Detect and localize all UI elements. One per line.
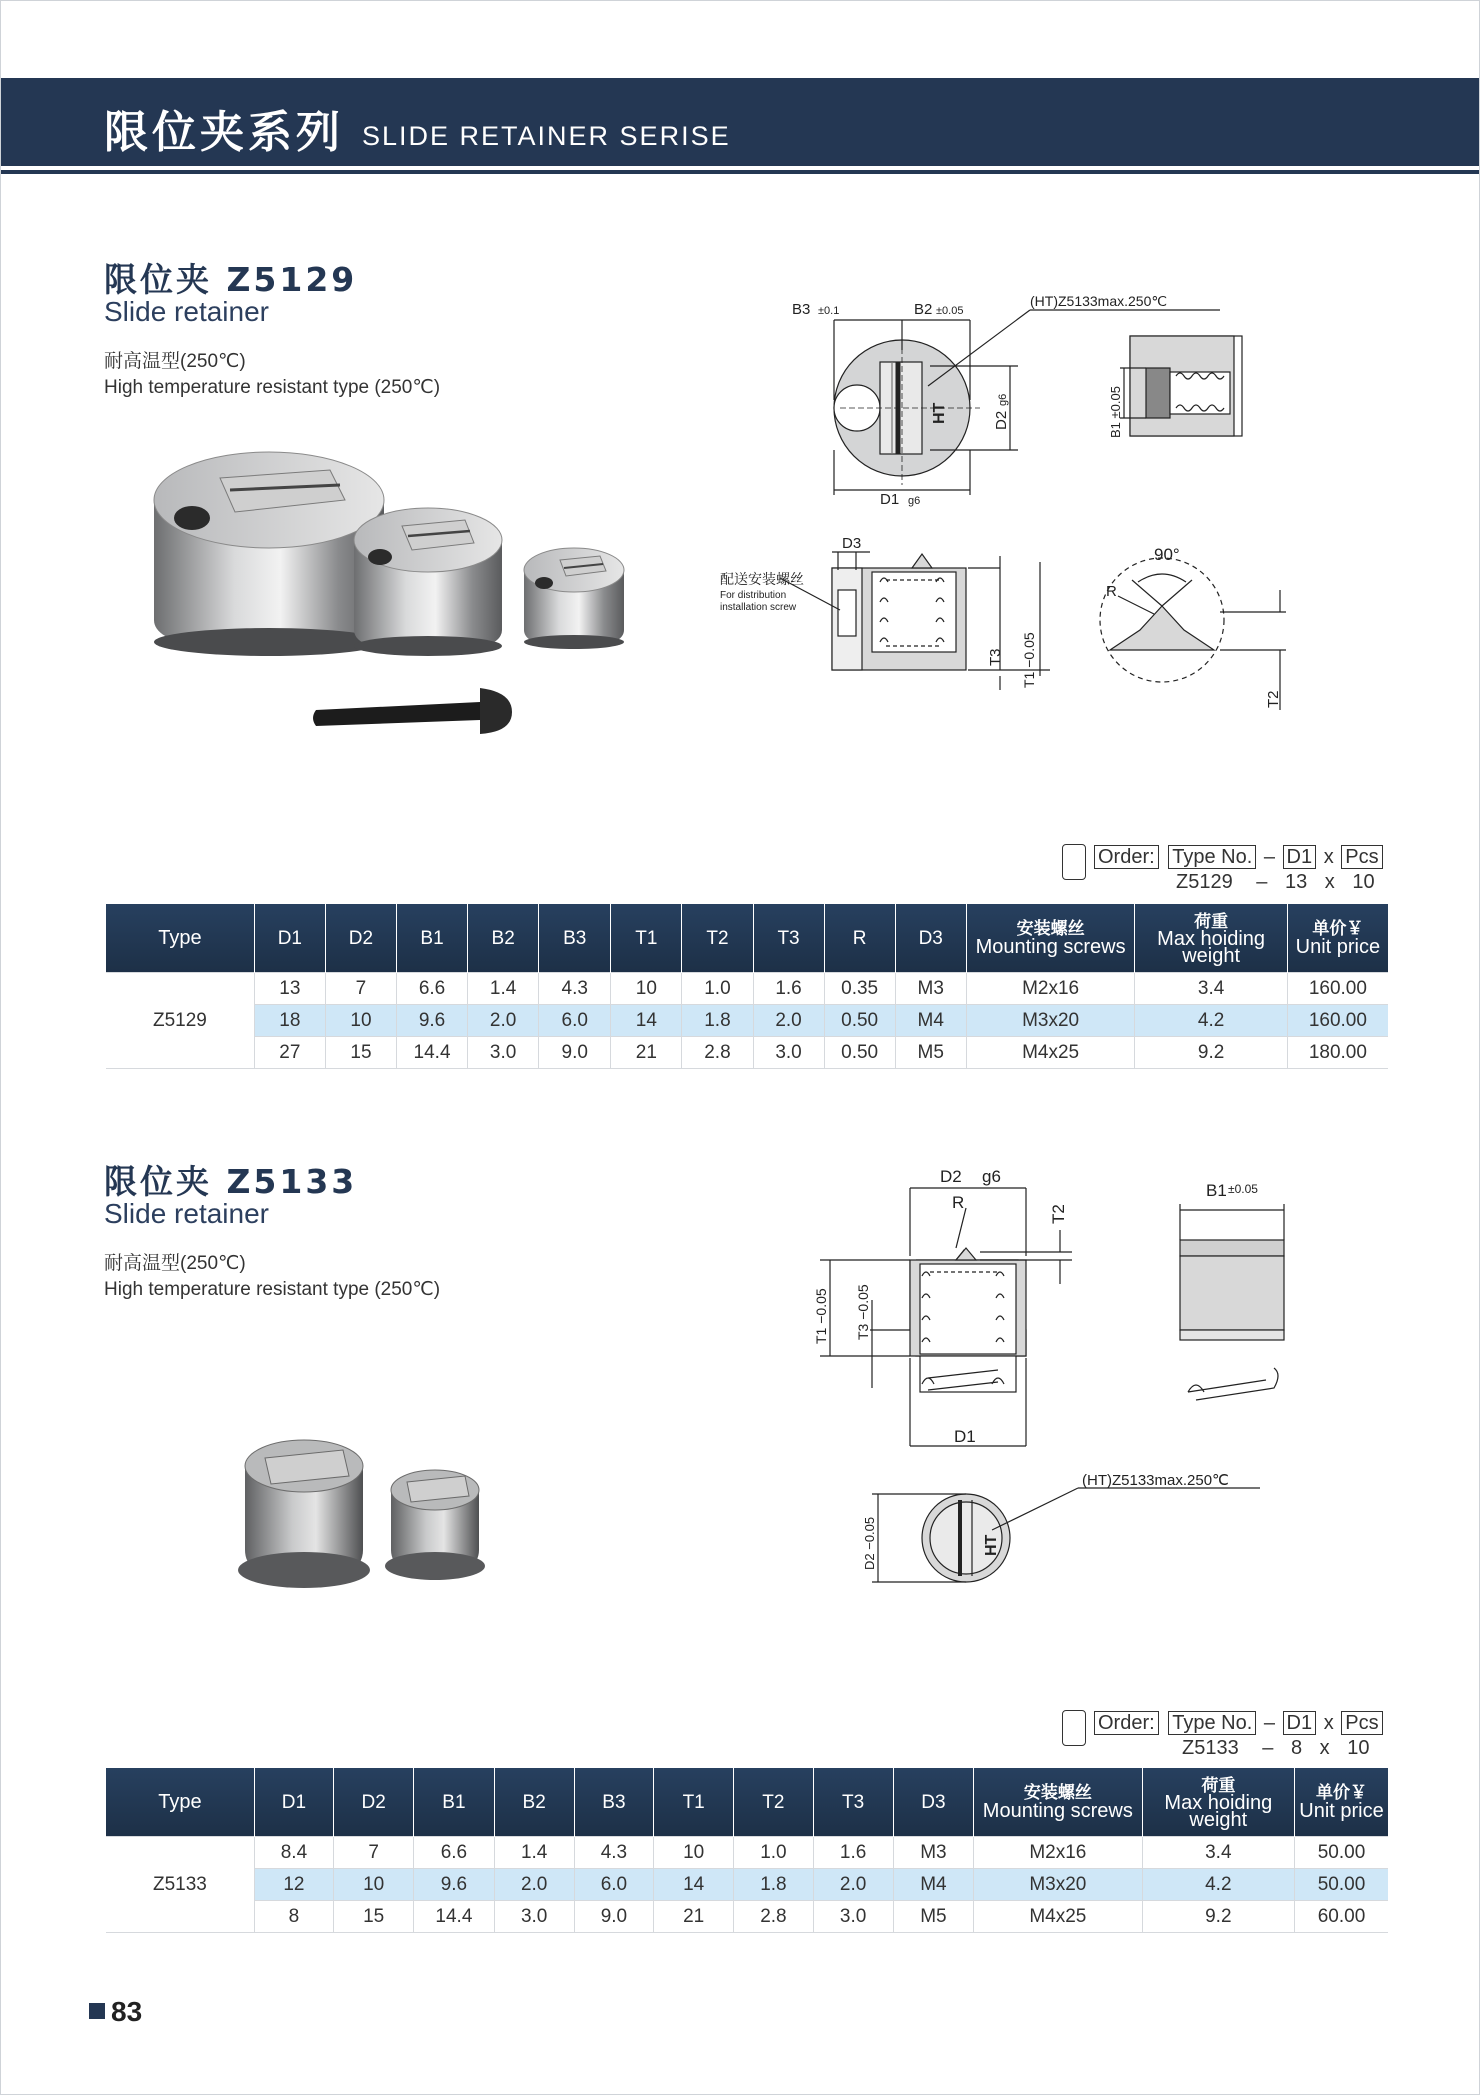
- table-cell: M4x25: [966, 1037, 1135, 1069]
- section-title-cn: 限位夹 Z5129: [104, 260, 358, 299]
- order-x: x: [1323, 846, 1334, 868]
- order-example-pcs: 10: [1347, 1737, 1370, 1759]
- ht-mark: HT: [931, 402, 948, 424]
- th-type: Type: [106, 1768, 254, 1837]
- product-photo-z5129: [140, 430, 660, 750]
- spec-table-z5133: [106, 1768, 1388, 1933]
- th-weight-en: Max hoiding weight: [1157, 927, 1266, 967]
- table-cell: 7: [325, 973, 396, 1005]
- order-type-no: Type No.: [1168, 845, 1256, 869]
- dim-t3: T3: [987, 648, 1004, 666]
- table-cell: 6.6: [397, 973, 468, 1005]
- table-cell: 10: [654, 1837, 734, 1869]
- table-cell: M2x16: [966, 973, 1135, 1005]
- th-price: [1295, 1768, 1388, 1837]
- type-label-en: High temperature resistant type (250℃): [104, 377, 441, 398]
- table-cell: 160.00: [1287, 973, 1388, 1005]
- page-number: [89, 1996, 142, 2028]
- th-screws-cn: 安装螺丝: [1023, 1783, 1092, 1802]
- table-cell: 160.00: [1287, 1005, 1388, 1037]
- spec-table-z5129: [106, 904, 1388, 1069]
- ht-mark: HT: [983, 1534, 1000, 1556]
- table-row: [106, 1837, 1388, 1869]
- table-cell: 6.6: [414, 1837, 494, 1869]
- table-cell: 1.6: [813, 1837, 893, 1869]
- th-screws-en: Mounting screws: [982, 1800, 1133, 1822]
- table-cell: 2.0: [468, 1005, 539, 1037]
- th-screws-en: Mounting screws: [975, 936, 1126, 958]
- ht-note: (HT)Z5133max.250℃: [1082, 1472, 1229, 1489]
- table-cell: 1.0: [734, 1837, 813, 1869]
- table-cell: 1.8: [734, 1869, 813, 1901]
- table-cell: 3.0: [494, 1901, 574, 1933]
- order-example-d1: 8: [1290, 1737, 1303, 1759]
- dim-d2: D2: [993, 410, 1010, 430]
- th-b3: B3: [574, 1768, 653, 1837]
- table-cell: 1.6: [753, 973, 824, 1005]
- dim-d1: D1: [880, 491, 900, 508]
- table-cell: 9.2: [1135, 1037, 1287, 1069]
- th-weight-cn: 荷重: [1201, 1775, 1236, 1795]
- table-cell: 1.0: [682, 973, 753, 1005]
- table-cell: 0.35: [824, 973, 895, 1005]
- dim-d2: D2: [940, 1167, 962, 1186]
- table-cell: 3.0: [813, 1901, 893, 1933]
- th-screws: [966, 904, 1135, 973]
- table-cell: 0.50: [824, 1037, 895, 1069]
- order-line: [1092, 1711, 1385, 1735]
- type-label-en: High temperature resistant type (250℃): [104, 1279, 441, 1300]
- th-t2: T2: [734, 1768, 813, 1837]
- table-cell: 50.00: [1295, 1869, 1388, 1901]
- th-d2: D2: [334, 1768, 414, 1837]
- drawing-z5133: [760, 1160, 1320, 1600]
- table-cell: 9.6: [414, 1869, 494, 1901]
- th-b2: B2: [468, 904, 539, 973]
- table-cell: 4.3: [539, 973, 611, 1005]
- dim-d3: D3: [842, 535, 862, 552]
- table-cell: 4.2: [1142, 1869, 1294, 1901]
- order-pcs: Pcs: [1341, 845, 1382, 869]
- order-line: [1092, 845, 1385, 869]
- th-screws: [974, 1768, 1143, 1837]
- table-cell: 180.00: [1287, 1037, 1388, 1069]
- th-t3: T3: [753, 904, 824, 973]
- table-cell: M2x16: [974, 1837, 1143, 1869]
- table-cell: M4: [893, 1869, 973, 1901]
- table-cell: 8.4: [254, 1837, 333, 1869]
- table-cell: 9.0: [539, 1037, 611, 1069]
- dim-b1: B1 ±0.05: [1108, 386, 1123, 438]
- table-cell: 9.2: [1142, 1901, 1294, 1933]
- screw-note-cn: 配送安装螺丝: [720, 571, 804, 587]
- table-cell: 4.3: [574, 1837, 653, 1869]
- table-row: [106, 1037, 1388, 1069]
- screw-note-en1: For distribution: [720, 590, 787, 601]
- dim-t1: T1 −0.05: [1021, 632, 1037, 688]
- phone-icon: [1062, 1710, 1086, 1746]
- table-cell: 10: [611, 973, 682, 1005]
- table-cell: 2.0: [494, 1869, 574, 1901]
- th-d3: D3: [895, 904, 966, 973]
- order-example-dash: –: [1262, 1737, 1274, 1759]
- dim-b3: B3: [792, 301, 811, 318]
- order-example-d1: 13: [1284, 871, 1308, 893]
- order-example-type: Z5129: [1176, 871, 1233, 893]
- table-cell: M4x25: [974, 1901, 1143, 1933]
- order-example: [1176, 871, 1375, 894]
- table-cell: 14.4: [397, 1037, 468, 1069]
- drawing-z5129: [700, 290, 1340, 750]
- th-t3: T3: [813, 1768, 893, 1837]
- table-cell: 50.00: [1295, 1837, 1388, 1869]
- table-row: [106, 973, 1388, 1005]
- order-d1: D1: [1283, 845, 1317, 869]
- dim-r: R: [952, 1193, 965, 1212]
- th-d1: D1: [254, 904, 325, 973]
- product-photo-z5133: [225, 1430, 505, 1610]
- ht-note: (HT)Z5133max.250℃: [1030, 293, 1168, 309]
- table-cell: M5: [893, 1901, 973, 1933]
- dim-b3-tol: ±0.1: [818, 305, 840, 317]
- table-cell: M5: [895, 1037, 966, 1069]
- table-cell: 6.0: [539, 1005, 611, 1037]
- dim-r: R: [1106, 583, 1117, 600]
- dim-b2: B2: [914, 301, 933, 318]
- table-cell: 2.8: [734, 1901, 813, 1933]
- order-dash: –: [1263, 1712, 1275, 1734]
- table-cell: 27: [254, 1037, 325, 1069]
- type-label-cn: 耐高温型(250℃): [104, 351, 246, 372]
- th-d1: D1: [254, 1768, 333, 1837]
- th-price-cn: 单价￥: [1316, 1783, 1367, 1802]
- type-label-cn: 耐高温型(250℃): [104, 1253, 246, 1274]
- dim-b1: B1: [1206, 1181, 1227, 1200]
- table-cell: 14: [611, 1005, 682, 1037]
- header-rule: [1, 170, 1479, 174]
- table-cell: M3x20: [966, 1005, 1135, 1037]
- table-cell: M4: [895, 1005, 966, 1037]
- order-type-no: Type No.: [1168, 1711, 1256, 1735]
- dim-t1: T1 −0.05: [813, 1288, 829, 1344]
- table-cell: M3: [895, 973, 966, 1005]
- th-d2: D2: [325, 904, 396, 973]
- dim-t3: T3 −0.05: [855, 1284, 871, 1340]
- dim-b2-tol: ±0.05: [936, 305, 964, 317]
- table-cell: 1.8: [682, 1005, 753, 1037]
- table-header-row: [106, 1768, 1388, 1837]
- th-price-en: Unit price: [1295, 936, 1381, 958]
- section-title-en: Slide retainer: [104, 1198, 269, 1229]
- th-t1: T1: [654, 1768, 734, 1837]
- dim-t2: T2: [1265, 690, 1282, 708]
- cell-type: Z5129: [106, 973, 254, 1069]
- order-example-x: x: [1319, 1737, 1330, 1759]
- table-cell: 12: [254, 1869, 333, 1901]
- phone-icon: [1062, 844, 1086, 880]
- order-example-dash: –: [1256, 871, 1268, 893]
- order-dash: –: [1263, 846, 1275, 868]
- table-cell: 10: [334, 1869, 414, 1901]
- dim-d1: D1: [954, 1427, 976, 1446]
- page-number-marker: [89, 2003, 105, 2019]
- order-example: [1182, 1737, 1369, 1760]
- dim-t2: T2: [1049, 1204, 1068, 1224]
- order-x: x: [1323, 1712, 1334, 1734]
- table-cell: 14.4: [414, 1901, 494, 1933]
- page-number-text: 83: [111, 1996, 143, 2027]
- table-cell: 10: [325, 1005, 396, 1037]
- table-cell: 9.6: [397, 1005, 468, 1037]
- screw-note-en2: installation screw: [720, 602, 797, 613]
- table-cell: 2.0: [753, 1005, 824, 1037]
- th-b2: B2: [494, 1768, 574, 1837]
- th-b1: B1: [414, 1768, 494, 1837]
- table-cell: M3: [893, 1837, 973, 1869]
- order-example-pcs: 10: [1352, 871, 1375, 893]
- table-row: [106, 1901, 1388, 1933]
- table-cell: 8: [254, 1901, 333, 1933]
- section-title-cn: 限位夹 Z5133: [104, 1162, 358, 1201]
- table-cell: 1.4: [494, 1837, 574, 1869]
- table-header-row: [106, 904, 1388, 973]
- table-cell: 3.0: [753, 1037, 824, 1069]
- page-title-en: SLIDE RETAINER SERISE: [362, 121, 731, 151]
- order-pcs: Pcs: [1341, 1711, 1382, 1735]
- table-cell: 2.0: [813, 1869, 893, 1901]
- table-cell: M3x20: [974, 1869, 1143, 1901]
- th-type: Type: [106, 904, 254, 973]
- table-row: [106, 1005, 1388, 1037]
- dim-b1-tol: ±0.05: [1228, 1182, 1258, 1196]
- order-example-type: Z5133: [1182, 1737, 1239, 1759]
- order-label: Order:: [1094, 845, 1159, 869]
- table-cell: 3.4: [1142, 1837, 1294, 1869]
- th-price: [1287, 904, 1388, 973]
- table-cell: 15: [325, 1037, 396, 1069]
- order-d1: D1: [1283, 1711, 1317, 1735]
- table-row: [106, 1869, 1388, 1901]
- table-cell: 9.0: [574, 1901, 653, 1933]
- table-cell: 13: [254, 973, 325, 1005]
- th-t2: T2: [682, 904, 753, 973]
- th-price-en: Unit price: [1299, 1800, 1384, 1822]
- table-cell: 2.8: [682, 1037, 753, 1069]
- th-screws-cn: 安装螺丝: [1016, 919, 1085, 938]
- order-example-x: x: [1324, 871, 1335, 893]
- dim-d1-tol: g6: [908, 495, 921, 507]
- order-label: Order:: [1094, 1711, 1159, 1735]
- table-cell: 7: [334, 1837, 414, 1869]
- table-cell: 15: [334, 1901, 414, 1933]
- th-weight-cn: 荷重: [1194, 911, 1229, 931]
- table-cell: 3.0: [468, 1037, 539, 1069]
- th-t1: T1: [611, 904, 682, 973]
- th-d3: D3: [893, 1768, 973, 1837]
- th-weight-en: Max hoiding weight: [1164, 1791, 1273, 1831]
- th-b3: B3: [539, 904, 611, 973]
- th-r: R: [824, 904, 895, 973]
- table-cell: 21: [611, 1037, 682, 1069]
- dim-d2-tol: g6: [982, 1167, 1001, 1186]
- table-cell: 60.00: [1295, 1901, 1388, 1933]
- dim-d2-tol: g6: [997, 393, 1009, 406]
- th-weight: [1135, 904, 1287, 973]
- table-cell: 14: [654, 1869, 734, 1901]
- table-cell: 3.4: [1135, 973, 1287, 1005]
- section-title-en: Slide retainer: [104, 296, 269, 327]
- cell-type: Z5133: [106, 1837, 254, 1933]
- table-cell: 0.50: [824, 1005, 895, 1037]
- th-weight: [1142, 1768, 1294, 1837]
- table-cell: 18: [254, 1005, 325, 1037]
- table-cell: 4.2: [1135, 1005, 1287, 1037]
- page-title-cn: 限位夹系列: [104, 107, 344, 158]
- table-cell: 6.0: [574, 1869, 653, 1901]
- th-price-cn: 单价￥: [1312, 919, 1364, 938]
- dim-d2-vert: D2 −0.05: [862, 1516, 877, 1570]
- table-cell: 1.4: [468, 973, 539, 1005]
- table-cell: 21: [654, 1901, 734, 1933]
- dim-angle: 90°: [1154, 545, 1180, 564]
- th-b1: B1: [397, 904, 468, 973]
